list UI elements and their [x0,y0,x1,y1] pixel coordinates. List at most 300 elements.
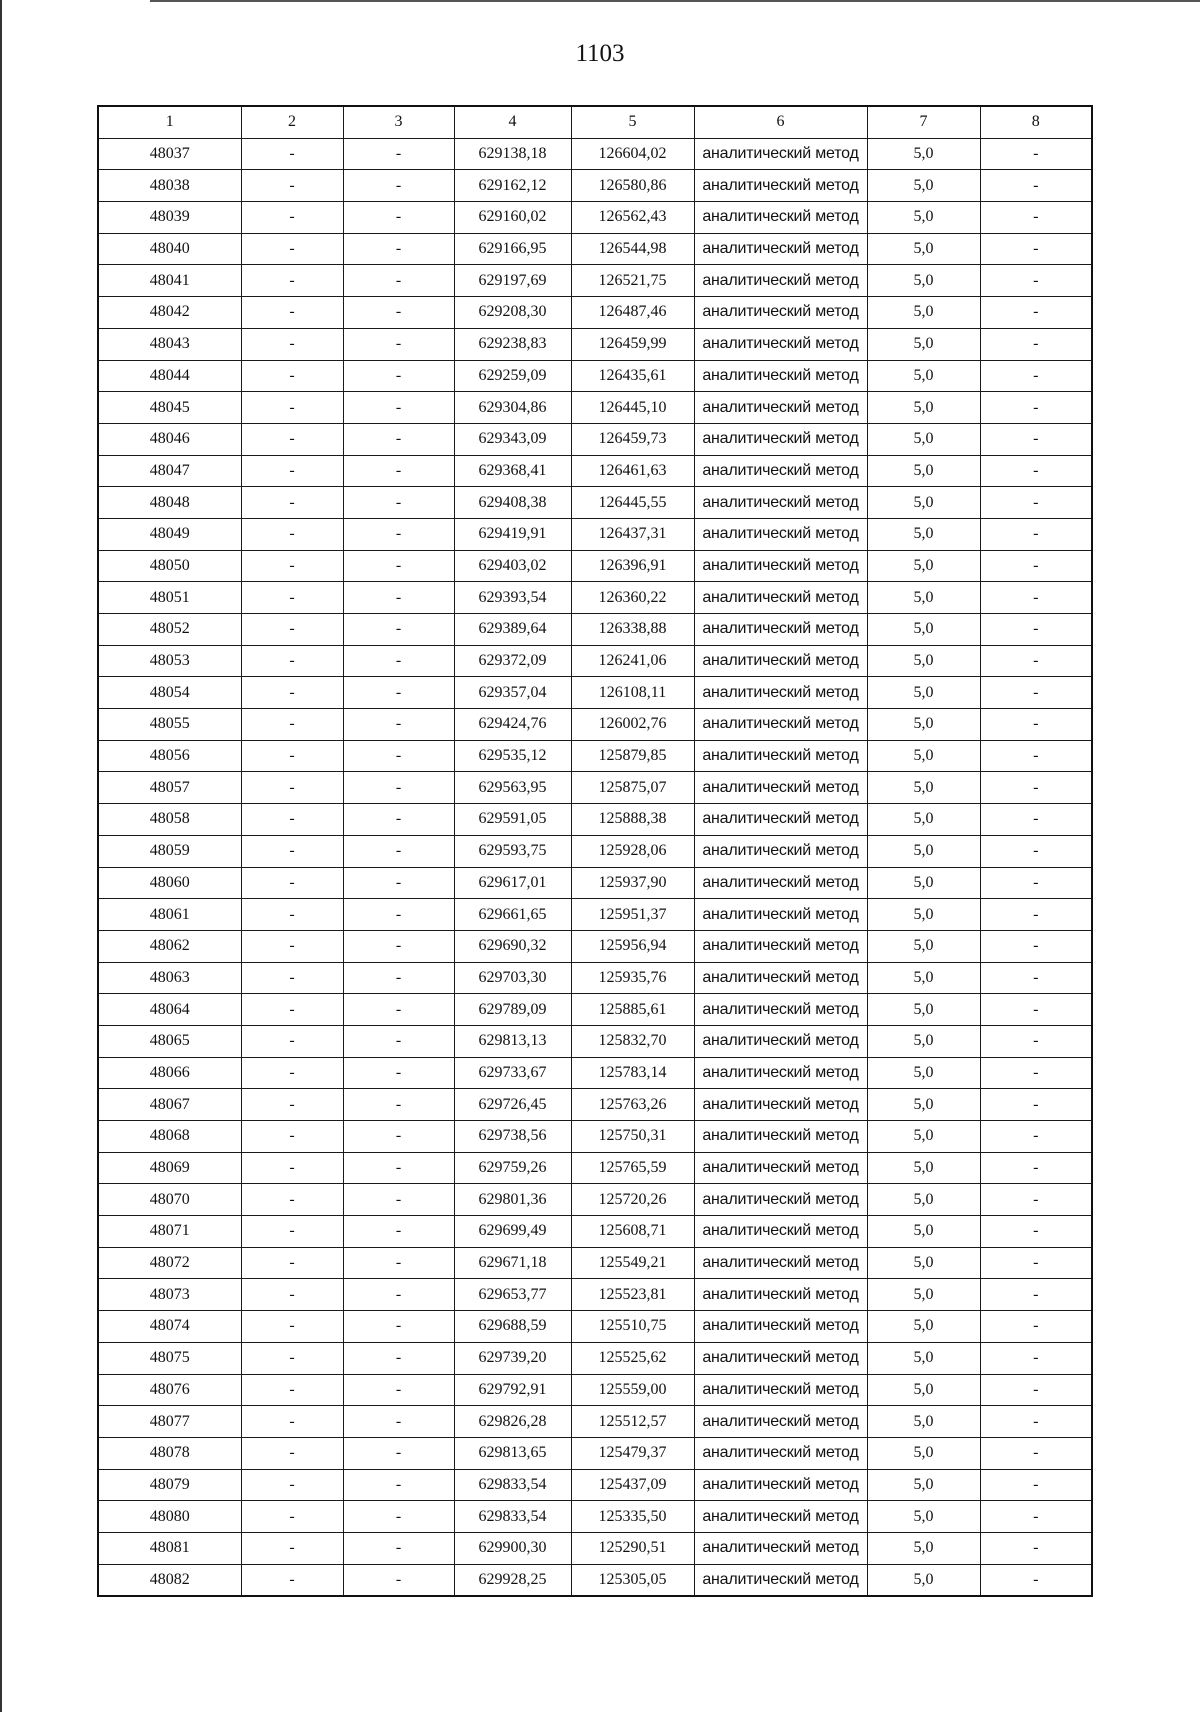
accuracy-cell: 5,0 [867,360,980,392]
col2-cell: - [241,772,343,804]
col2-cell: - [241,994,343,1026]
accuracy-cell: 5,0 [867,1025,980,1057]
method-cell: аналитический метод [694,1406,867,1438]
col2-cell: - [241,1279,343,1311]
col2-cell: - [241,1089,343,1121]
col8-cell: - [980,1406,1092,1438]
point-number-cell: 48039 [98,202,241,234]
method-cell: аналитический метод [694,645,867,677]
table-row [98,170,1092,202]
col2-cell: - [241,804,343,836]
point-number-cell: 48071 [98,1216,241,1248]
point-number-cell: 48038 [98,170,241,202]
table-row [98,740,1092,772]
table-row [98,518,1092,550]
col3-cell: - [343,202,454,234]
col3-cell: - [343,962,454,994]
point-number-cell: 48070 [98,1184,241,1216]
table-row [98,1532,1092,1564]
point-number-cell: 48050 [98,550,241,582]
col3-cell: - [343,1406,454,1438]
y-coordinate-cell: 125765,59 [571,1152,694,1184]
method-cell: аналитический метод [694,1342,867,1374]
x-coordinate-cell: 629408,38 [454,487,571,519]
col8-cell: - [980,202,1092,234]
col3-cell: - [343,1469,454,1501]
method-cell: аналитический метод [694,740,867,772]
method-cell: аналитический метод [694,233,867,265]
col8-cell: - [980,360,1092,392]
point-number-cell: 48058 [98,804,241,836]
col8-cell: - [980,1469,1092,1501]
col2-cell: - [241,1342,343,1374]
x-coordinate-cell: 629826,28 [454,1406,571,1438]
point-number-cell: 48046 [98,423,241,455]
accuracy-cell: 5,0 [867,994,980,1026]
table-row [98,804,1092,836]
method-cell: аналитический метод [694,487,867,519]
x-coordinate-cell: 629393,54 [454,582,571,614]
accuracy-cell: 5,0 [867,265,980,297]
col8-cell: - [980,1025,1092,1057]
point-number-cell: 48056 [98,740,241,772]
y-coordinate-cell: 125525,62 [571,1342,694,1374]
point-number-cell: 48072 [98,1247,241,1279]
point-number-cell: 48051 [98,582,241,614]
table-row [98,645,1092,677]
column-header: 7 [867,106,980,138]
y-coordinate-cell: 125928,06 [571,835,694,867]
table-header-row [98,106,1092,138]
col8-cell: - [980,677,1092,709]
col3-cell: - [343,1121,454,1153]
accuracy-cell: 5,0 [867,772,980,804]
col3-cell: - [343,392,454,424]
accuracy-cell: 5,0 [867,170,980,202]
point-number-cell: 48049 [98,518,241,550]
accuracy-cell: 5,0 [867,392,980,424]
y-coordinate-cell: 126604,02 [571,138,694,170]
method-cell: аналитический метод [694,392,867,424]
x-coordinate-cell: 629162,12 [454,170,571,202]
y-coordinate-cell: 126360,22 [571,582,694,614]
x-coordinate-cell: 629833,54 [454,1469,571,1501]
col2-cell: - [241,1406,343,1438]
col2-cell: - [241,1152,343,1184]
y-coordinate-cell: 125937,90 [571,867,694,899]
y-coordinate-cell: 125956,94 [571,930,694,962]
col8-cell: - [980,1437,1092,1469]
method-cell: аналитический метод [694,772,867,804]
col8-cell: - [980,1057,1092,1089]
col2-cell: - [241,582,343,614]
col3-cell: - [343,1342,454,1374]
method-cell: аналитический метод [694,1311,867,1343]
col8-cell: - [980,138,1092,170]
x-coordinate-cell: 629739,20 [454,1342,571,1374]
point-number-cell: 48045 [98,392,241,424]
x-coordinate-cell: 629653,77 [454,1279,571,1311]
point-number-cell: 48044 [98,360,241,392]
point-number-cell: 48077 [98,1406,241,1438]
point-number-cell: 48073 [98,1279,241,1311]
col3-cell: - [343,1057,454,1089]
col3-cell: - [343,582,454,614]
table-row [98,550,1092,582]
column-header: 6 [694,106,867,138]
y-coordinate-cell: 126459,73 [571,423,694,455]
accuracy-cell: 5,0 [867,645,980,677]
accuracy-cell: 5,0 [867,740,980,772]
method-cell: аналитический метод [694,455,867,487]
col8-cell: - [980,297,1092,329]
col2-cell: - [241,867,343,899]
method-cell: аналитический метод [694,265,867,297]
page-number: 1103 [575,40,625,67]
column-header: 3 [343,106,454,138]
point-number-cell: 48065 [98,1025,241,1057]
col3-cell: - [343,1089,454,1121]
x-coordinate-cell: 629661,65 [454,899,571,931]
col3-cell: - [343,709,454,741]
x-coordinate-cell: 629813,65 [454,1437,571,1469]
x-coordinate-cell: 629304,86 [454,392,571,424]
point-number-cell: 48037 [98,138,241,170]
y-coordinate-cell: 126338,88 [571,614,694,646]
x-coordinate-cell: 629789,09 [454,994,571,1026]
table-row [98,233,1092,265]
method-cell: аналитический метод [694,1374,867,1406]
table-row [98,582,1092,614]
x-coordinate-cell: 629738,56 [454,1121,571,1153]
point-number-cell: 48079 [98,1469,241,1501]
table-row [98,1469,1092,1501]
table-body [98,138,1092,1596]
col3-cell: - [343,1374,454,1406]
table-row [98,1025,1092,1057]
method-cell: аналитический метод [694,1279,867,1311]
accuracy-cell: 5,0 [867,518,980,550]
table-row [98,265,1092,297]
y-coordinate-cell: 125290,51 [571,1532,694,1564]
point-number-cell: 48082 [98,1564,241,1596]
method-cell: аналитический метод [694,1057,867,1089]
table-row [98,1057,1092,1089]
point-number-cell: 48042 [98,297,241,329]
x-coordinate-cell: 629160,02 [454,202,571,234]
col2-cell: - [241,328,343,360]
method-cell: аналитический метод [694,899,867,931]
x-coordinate-cell: 629801,36 [454,1184,571,1216]
x-coordinate-cell: 629591,05 [454,804,571,836]
col3-cell: - [343,930,454,962]
col8-cell: - [980,804,1092,836]
table-row [98,677,1092,709]
col8-cell: - [980,1247,1092,1279]
method-cell: аналитический метод [694,1532,867,1564]
col3-cell: - [343,138,454,170]
column-header: 5 [571,106,694,138]
x-coordinate-cell: 629617,01 [454,867,571,899]
col8-cell: - [980,1501,1092,1533]
y-coordinate-cell: 125559,00 [571,1374,694,1406]
col3-cell: - [343,518,454,550]
col8-cell: - [980,455,1092,487]
col3-cell: - [343,1025,454,1057]
method-cell: аналитический метод [694,1216,867,1248]
col8-cell: - [980,930,1092,962]
table-row [98,1279,1092,1311]
table-row [98,709,1092,741]
y-coordinate-cell: 125750,31 [571,1121,694,1153]
accuracy-cell: 5,0 [867,455,980,487]
point-number-cell: 48078 [98,1437,241,1469]
accuracy-cell: 5,0 [867,233,980,265]
col3-cell: - [343,835,454,867]
col3-cell: - [343,614,454,646]
col2-cell: - [241,1469,343,1501]
table-row [98,1406,1092,1438]
col8-cell: - [980,1374,1092,1406]
table-row [98,1121,1092,1153]
col2-cell: - [241,677,343,709]
method-cell: аналитический метод [694,1247,867,1279]
point-number-cell: 48061 [98,899,241,931]
col3-cell: - [343,1279,454,1311]
method-cell: аналитический метод [694,550,867,582]
column-header: 2 [241,106,343,138]
y-coordinate-cell: 126445,55 [571,487,694,519]
y-coordinate-cell: 125720,26 [571,1184,694,1216]
x-coordinate-cell: 629563,95 [454,772,571,804]
col2-cell: - [241,740,343,772]
method-cell: аналитический метод [694,614,867,646]
point-number-cell: 48040 [98,233,241,265]
col2-cell: - [241,265,343,297]
col2-cell: - [241,1532,343,1564]
point-number-cell: 48057 [98,772,241,804]
col2-cell: - [241,202,343,234]
y-coordinate-cell: 126241,06 [571,645,694,677]
col8-cell: - [980,962,1092,994]
scan-edge-top [150,0,1200,2]
col8-cell: - [980,487,1092,519]
accuracy-cell: 5,0 [867,1469,980,1501]
table-row [98,1089,1092,1121]
col3-cell: - [343,233,454,265]
accuracy-cell: 5,0 [867,1247,980,1279]
point-number-cell: 48069 [98,1152,241,1184]
x-coordinate-cell: 629759,26 [454,1152,571,1184]
method-cell: аналитический метод [694,202,867,234]
col3-cell: - [343,1501,454,1533]
method-cell: аналитический метод [694,867,867,899]
method-cell: аналитический метод [694,582,867,614]
table-row [98,1374,1092,1406]
col8-cell: - [980,1342,1092,1374]
col8-cell: - [980,772,1092,804]
col3-cell: - [343,423,454,455]
x-coordinate-cell: 629419,91 [454,518,571,550]
table-row [98,994,1092,1026]
y-coordinate-cell: 126108,11 [571,677,694,709]
col2-cell: - [241,1374,343,1406]
col8-cell: - [980,740,1092,772]
y-coordinate-cell: 125335,50 [571,1501,694,1533]
accuracy-cell: 5,0 [867,867,980,899]
method-cell: аналитический метод [694,994,867,1026]
col2-cell: - [241,1437,343,1469]
accuracy-cell: 5,0 [867,1279,980,1311]
accuracy-cell: 5,0 [867,1184,980,1216]
accuracy-cell: 5,0 [867,1057,980,1089]
x-coordinate-cell: 629593,75 [454,835,571,867]
x-coordinate-cell: 629259,09 [454,360,571,392]
method-cell: аналитический метод [694,297,867,329]
col3-cell: - [343,1311,454,1343]
y-coordinate-cell: 125305,05 [571,1564,694,1596]
col3-cell: - [343,1564,454,1596]
scan-edge-left [0,0,2,1712]
x-coordinate-cell: 629424,76 [454,709,571,741]
table-row [98,328,1092,360]
y-coordinate-cell: 126437,31 [571,518,694,550]
method-cell: аналитический метод [694,962,867,994]
accuracy-cell: 5,0 [867,328,980,360]
y-coordinate-cell: 126445,10 [571,392,694,424]
col3-cell: - [343,772,454,804]
accuracy-cell: 5,0 [867,804,980,836]
table-row [98,772,1092,804]
col3-cell: - [343,645,454,677]
col2-cell: - [241,930,343,962]
accuracy-cell: 5,0 [867,1342,980,1374]
accuracy-cell: 5,0 [867,835,980,867]
y-coordinate-cell: 126487,46 [571,297,694,329]
x-coordinate-cell: 629733,67 [454,1057,571,1089]
accuracy-cell: 5,0 [867,138,980,170]
y-coordinate-cell: 126544,98 [571,233,694,265]
col8-cell: - [980,265,1092,297]
col3-cell: - [343,1247,454,1279]
table-row [98,1216,1092,1248]
method-cell: аналитический метод [694,1152,867,1184]
col8-cell: - [980,392,1092,424]
x-coordinate-cell: 629699,49 [454,1216,571,1248]
y-coordinate-cell: 125479,37 [571,1437,694,1469]
x-coordinate-cell: 629703,30 [454,962,571,994]
col3-cell: - [343,1152,454,1184]
accuracy-cell: 5,0 [867,423,980,455]
table-row [98,614,1092,646]
table-row [98,1564,1092,1596]
col2-cell: - [241,170,343,202]
col2-cell: - [241,1025,343,1057]
col3-cell: - [343,328,454,360]
accuracy-cell: 5,0 [867,1089,980,1121]
point-number-cell: 48060 [98,867,241,899]
point-number-cell: 48064 [98,994,241,1026]
point-number-cell: 48047 [98,455,241,487]
col3-cell: - [343,1437,454,1469]
table-row [98,1184,1092,1216]
method-cell: аналитический метод [694,1089,867,1121]
col2-cell: - [241,550,343,582]
x-coordinate-cell: 629197,69 [454,265,571,297]
accuracy-cell: 5,0 [867,1311,980,1343]
coordinates-table [97,105,1093,1597]
col8-cell: - [980,1216,1092,1248]
method-cell: аналитический метод [694,677,867,709]
point-number-cell: 48063 [98,962,241,994]
method-cell: аналитический метод [694,328,867,360]
col8-cell: - [980,1089,1092,1121]
col2-cell: - [241,1121,343,1153]
y-coordinate-cell: 125951,37 [571,899,694,931]
accuracy-cell: 5,0 [867,1564,980,1596]
column-header: 4 [454,106,571,138]
col2-cell: - [241,614,343,646]
col8-cell: - [980,614,1092,646]
col2-cell: - [241,1564,343,1596]
method-cell: аналитический метод [694,1184,867,1216]
col2-cell: - [241,518,343,550]
accuracy-cell: 5,0 [867,1216,980,1248]
method-cell: аналитический метод [694,804,867,836]
col2-cell: - [241,1057,343,1089]
x-coordinate-cell: 629238,83 [454,328,571,360]
y-coordinate-cell: 126459,99 [571,328,694,360]
col3-cell: - [343,740,454,772]
col3-cell: - [343,265,454,297]
y-coordinate-cell: 126396,91 [571,550,694,582]
table-row [98,297,1092,329]
table-row [98,138,1092,170]
point-number-cell: 48041 [98,265,241,297]
point-number-cell: 48080 [98,1501,241,1533]
col8-cell: - [980,1121,1092,1153]
col8-cell: - [980,899,1092,931]
column-header: 1 [98,106,241,138]
table-row [98,1247,1092,1279]
x-coordinate-cell: 629389,64 [454,614,571,646]
y-coordinate-cell: 125783,14 [571,1057,694,1089]
point-number-cell: 48055 [98,709,241,741]
y-coordinate-cell: 125935,76 [571,962,694,994]
accuracy-cell: 5,0 [867,709,980,741]
col2-cell: - [241,709,343,741]
col3-cell: - [343,994,454,1026]
y-coordinate-cell: 125885,61 [571,994,694,1026]
y-coordinate-cell: 126580,86 [571,170,694,202]
table-row [98,1501,1092,1533]
col8-cell: - [980,1311,1092,1343]
x-coordinate-cell: 629372,09 [454,645,571,677]
method-cell: аналитический метод [694,360,867,392]
col3-cell: - [343,170,454,202]
col2-cell: - [241,1216,343,1248]
col2-cell: - [241,899,343,931]
table-row [98,1437,1092,1469]
table-row [98,455,1092,487]
table-row [98,1342,1092,1374]
accuracy-cell: 5,0 [867,1437,980,1469]
col8-cell: - [980,423,1092,455]
x-coordinate-cell: 629535,12 [454,740,571,772]
col2-cell: - [241,423,343,455]
table-row [98,930,1092,962]
point-number-cell: 48052 [98,614,241,646]
